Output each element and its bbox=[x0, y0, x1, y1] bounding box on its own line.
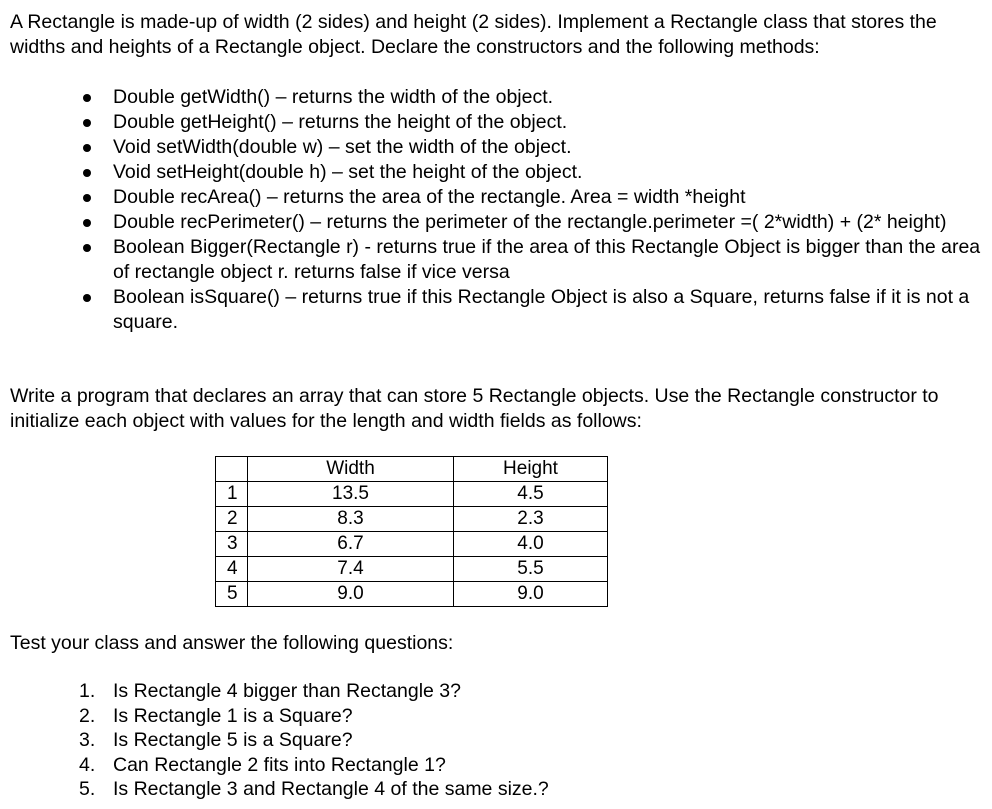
rectangle-table bbox=[215, 456, 608, 607]
list-item bbox=[0, 210, 992, 235]
bullet-icon bbox=[83, 169, 91, 177]
question-text: Can Rectangle 2 fits into Rectangle 1? bbox=[113, 753, 446, 776]
method-text: Void setHeight(double h) – set the height of the object. bbox=[113, 161, 583, 183]
intro-paragraph: A Rectangle is made-up of width (2 sides) and height (2 sides). Implement a Rectangle class that stores the widths and heights of a Rectangle object. Declare the constructors and the following methods: bbox=[10, 11, 937, 58]
list-item bbox=[0, 160, 992, 185]
row-width: 9.0 bbox=[248, 582, 454, 607]
table-row bbox=[216, 532, 608, 557]
question-text: Is Rectangle 1 is a Square? bbox=[113, 704, 353, 727]
row-width: 7.4 bbox=[248, 557, 454, 582]
test-paragraph: Test your class and answer the following questions: bbox=[10, 632, 454, 654]
row-index: 1 bbox=[216, 482, 248, 507]
list-item bbox=[0, 185, 992, 210]
method-text: Double recArea() – returns the area of the rectangle. Area = width *height bbox=[113, 186, 746, 208]
question-number: 4. bbox=[79, 753, 96, 776]
row-height: 2.3 bbox=[454, 507, 608, 532]
bullet-icon bbox=[83, 194, 91, 202]
row-width: 6.7 bbox=[248, 532, 454, 557]
bullet-icon bbox=[83, 94, 91, 102]
array-paragraph: Write a program that declares an array that can store 5 Rectangle objects. Use the Rectangle constructor to initialize each object with values for the length and width fields as follows: bbox=[10, 385, 939, 432]
table-row bbox=[216, 557, 608, 582]
row-index: 3 bbox=[216, 532, 248, 557]
method-text: Boolean isSquare() – returns true if this Rectangle Object is also a Square, returns false if it is not a square. bbox=[113, 286, 970, 333]
list-item bbox=[0, 753, 549, 778]
bullet-icon bbox=[83, 144, 91, 152]
bullet-icon bbox=[83, 119, 91, 127]
list-item bbox=[0, 235, 992, 285]
table-row bbox=[216, 482, 608, 507]
row-height: 4.0 bbox=[454, 532, 608, 557]
question-number: 3. bbox=[79, 729, 96, 751]
list-item bbox=[0, 110, 992, 135]
list-item bbox=[0, 777, 549, 802]
row-height: 4.5 bbox=[454, 482, 608, 507]
list-item bbox=[0, 85, 992, 110]
list-item bbox=[0, 704, 549, 729]
question-number: 5. bbox=[79, 778, 96, 800]
bullet-icon bbox=[83, 219, 91, 227]
header-index bbox=[216, 457, 248, 482]
bullet-icon bbox=[83, 244, 91, 252]
row-width: 8.3 bbox=[248, 507, 454, 532]
list-item bbox=[0, 728, 549, 753]
row-index: 4 bbox=[216, 557, 248, 582]
header-width: Width bbox=[248, 457, 454, 482]
method-text: Double getWidth() – returns the width of the object. bbox=[113, 86, 554, 108]
row-height: 5.5 bbox=[454, 557, 608, 582]
table-row bbox=[216, 582, 608, 607]
method-text: Void setWidth(double w) – set the width of the object. bbox=[113, 136, 572, 158]
question-number: 2. bbox=[79, 704, 96, 727]
bullet-icon bbox=[83, 294, 91, 302]
list-item bbox=[0, 285, 992, 335]
table-header-row bbox=[216, 457, 608, 482]
header-height: Height bbox=[454, 457, 608, 482]
question-text: Is Rectangle 4 bigger than Rectangle 3? bbox=[113, 680, 461, 702]
list-item bbox=[0, 679, 549, 704]
questions-list bbox=[0, 679, 549, 802]
row-height: 9.0 bbox=[454, 582, 608, 607]
row-index: 5 bbox=[216, 582, 248, 607]
question-text: Is Rectangle 5 is a Square? bbox=[113, 729, 353, 751]
method-text: Boolean Bigger(Rectangle r) - returns true if the area of this Rectangle Object is bigger than the area of rectangle object r. returns false if vice versa bbox=[113, 236, 981, 283]
row-width: 13.5 bbox=[248, 482, 454, 507]
question-number: 1. bbox=[79, 680, 96, 702]
method-text: Double recPerimeter() – returns the perimeter of the rectangle.perimeter =( 2*width) + (2* height) bbox=[113, 211, 947, 233]
method-text: Double getHeight() – returns the height of the object. bbox=[113, 111, 568, 133]
table-row bbox=[216, 507, 608, 532]
question-text: Is Rectangle 3 and Rectangle 4 of the same size.? bbox=[113, 778, 549, 800]
row-index: 2 bbox=[216, 507, 248, 532]
list-item bbox=[0, 135, 992, 160]
methods-list bbox=[0, 85, 992, 335]
